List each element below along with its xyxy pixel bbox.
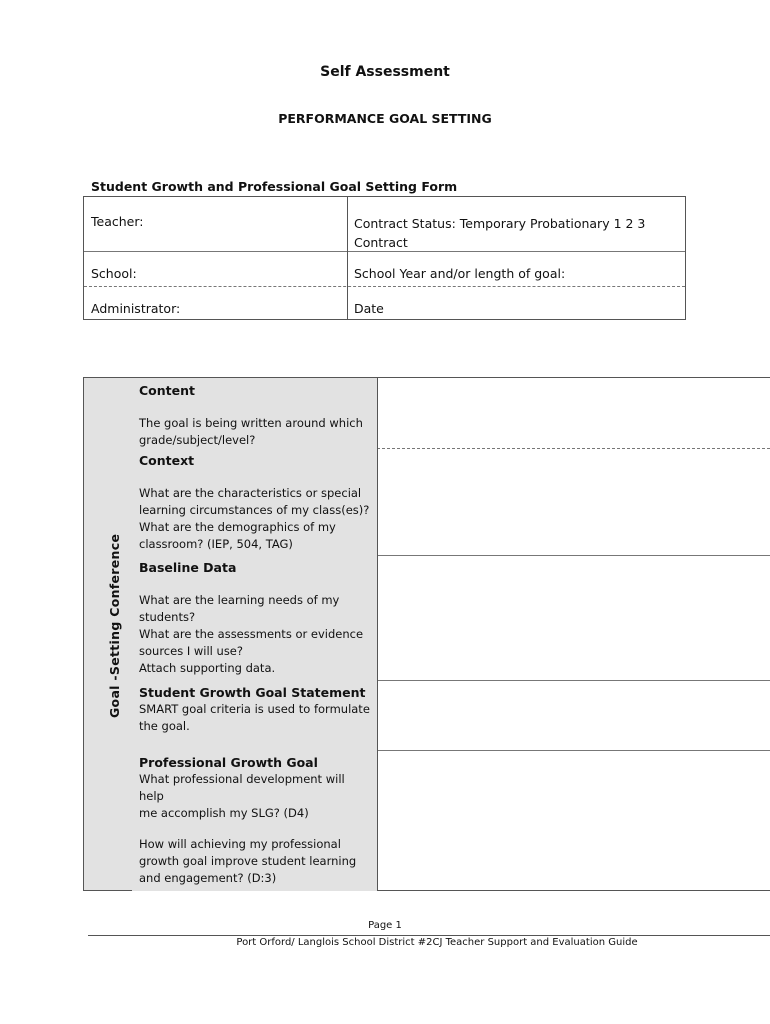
row-line: and engagement? (D:3) — [139, 871, 277, 885]
row-line: me accomplish my SLG? (D4) — [139, 806, 309, 820]
contract-status-line1: Contract Status: Temporary Probationary 1 2 3 — [354, 216, 646, 231]
administrator-field[interactable] — [84, 286, 348, 320]
document-subtitle: PERFORMANCE GOAL SETTING — [278, 111, 492, 126]
row-line: the goal. — [139, 719, 190, 733]
row-line: The goal is being written around which — [139, 416, 363, 430]
info-row-teacher — [84, 197, 685, 252]
row-line: What are the learning needs of my — [139, 593, 340, 607]
form-title: Student Growth and Professional Goal Setting Form — [91, 179, 458, 194]
teacher-field[interactable] — [84, 197, 348, 251]
row-line: Attach supporting data. — [139, 661, 276, 675]
answer-cell-context[interactable] — [378, 448, 770, 555]
row-heading: Content — [139, 383, 195, 398]
page-number: Page 1 — [368, 920, 402, 931]
row-heading: Student Growth Goal Statement — [139, 685, 366, 700]
goal-row-context — [132, 448, 770, 556]
question-cell — [132, 555, 378, 680]
contract-status-label — [354, 214, 645, 252]
row-line: classroom? (IEP, 504, TAG) — [139, 537, 293, 551]
row-line: learning circumstances of my class(es)? — [139, 503, 370, 517]
info-table — [83, 196, 686, 320]
row-heading: Baseline Data — [139, 560, 237, 575]
question-cell — [132, 378, 378, 448]
goal-row-professional-growth-goal — [132, 750, 770, 891]
question-cell — [132, 680, 378, 750]
row-line: growth goal improve student learning — [139, 854, 357, 868]
question-cell — [132, 448, 378, 555]
answer-cell-professional-growth-goal[interactable] — [378, 750, 770, 891]
goal-setting-table — [83, 377, 770, 891]
goal-setting-conference-label: Goal -Setting Conference — [107, 533, 122, 718]
date-field[interactable] — [347, 286, 685, 320]
teacher-label: Teacher: — [91, 214, 144, 229]
row-line: What are the characteristics or special — [139, 486, 362, 500]
administrator-label: Administrator: — [91, 301, 181, 316]
contract-status-field[interactable] — [347, 197, 685, 251]
contract-status-line2: Contract — [354, 235, 408, 250]
question-cell — [132, 750, 378, 891]
school-label: School: — [91, 266, 137, 281]
footer-text: Port Orford/ Langlois School District #2CJ Teacher Support and Evaluation Guide — [236, 937, 638, 948]
row-line: What are the assessments or evidence — [139, 627, 364, 641]
row-line: What professional development will help — [139, 772, 345, 803]
info-row-administrator — [84, 286, 685, 320]
school-year-label: School Year and/or length of goal: — [354, 266, 566, 281]
row-line: SMART goal criteria is used to formulate — [139, 702, 370, 716]
row-line: sources I will use? — [139, 644, 243, 658]
info-row-school — [84, 251, 685, 287]
answer-cell-student-growth-goal[interactable] — [378, 680, 770, 750]
row-line: What are the demographics of my — [139, 520, 336, 534]
row-heading: Context — [139, 453, 195, 468]
footer-divider — [88, 935, 770, 936]
goal-row-student-growth-goal — [132, 680, 770, 751]
row-line: How will achieving my professional — [139, 837, 341, 851]
answer-cell-baseline-data[interactable] — [378, 555, 770, 680]
row-heading: Professional Growth Goal — [139, 755, 318, 770]
row-line: grade/subject/level? — [139, 433, 256, 447]
answer-cell-content[interactable] — [378, 378, 770, 448]
goal-row-content — [132, 378, 770, 449]
row-line: students? — [139, 610, 196, 624]
date-label: Date — [354, 301, 384, 316]
goal-row-baseline-data — [132, 555, 770, 681]
document-title: Self Assessment — [320, 64, 450, 80]
school-year-field[interactable] — [347, 251, 685, 286]
school-field[interactable] — [84, 251, 348, 286]
